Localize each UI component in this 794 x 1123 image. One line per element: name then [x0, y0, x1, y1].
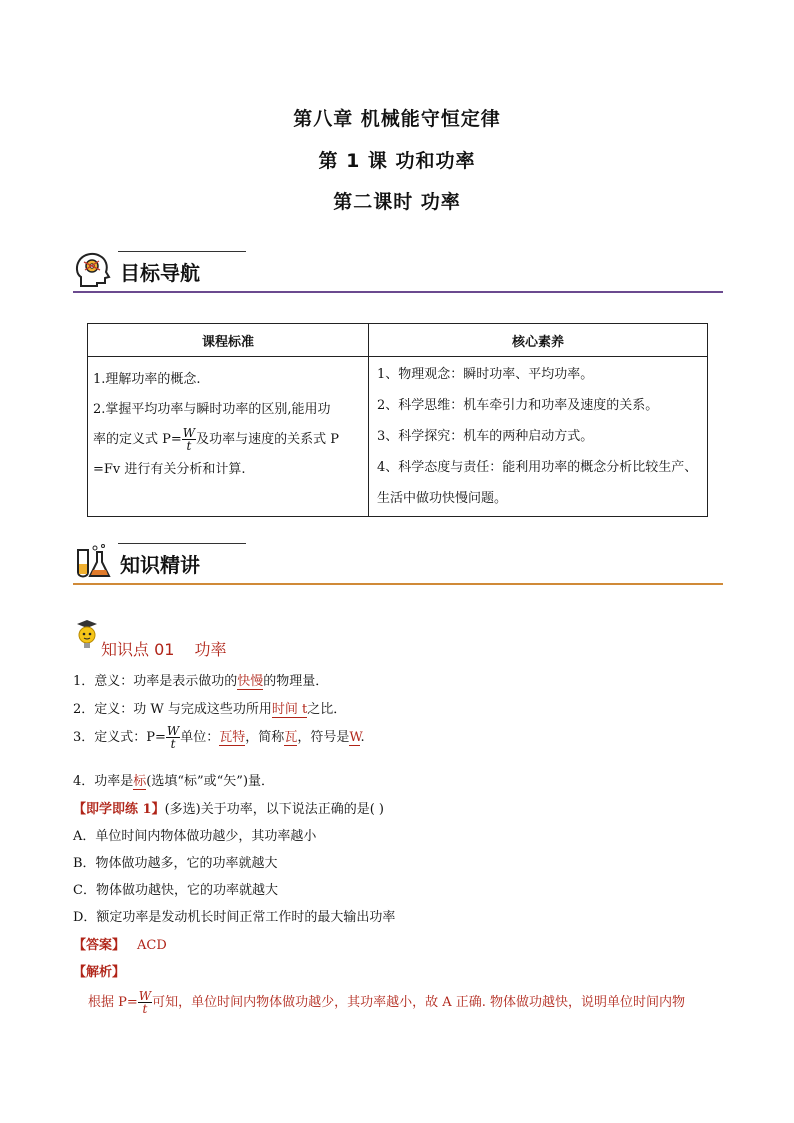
lesson-title: 第 1 课 功和功率: [318, 150, 476, 172]
question-stem: 【即学即练 1】(多选)关于功率，以下说法正确的是( ): [73, 802, 384, 817]
knowledge-point-number: 知识点 01: [101, 640, 175, 659]
literacy-item: 生活中做功快慢问题。: [377, 491, 508, 506]
section-knowledge: [73, 540, 723, 590]
section-goals: [73, 248, 723, 298]
section-bottom-rule: [73, 291, 723, 293]
analysis-tag-line: [73, 961, 125, 980]
content-line-2: 2．定义：功 W 与完成这些功所用时间 t之比．: [73, 702, 347, 717]
head-gear-icon: [73, 250, 113, 290]
knowledge-point-heading: [73, 617, 373, 657]
option-b: B．物体做功越多，它的功率就越大: [73, 856, 278, 871]
fraction: $\frac{W}{t}$: [182, 426, 196, 453]
literacy-item: 4、科学态度与责任：能利用功率的概念分析比较生产、: [377, 460, 698, 475]
analysis-text: 根据 P= $\frac{W}{t}$ 可知，单位时间内物体做功越少，其功率越小，故 A 正确. 物体做功越快，说明单位时间内物: [88, 989, 686, 1016]
literacy-item: 1、物理观念：瞬时功率、平均功率。: [377, 367, 594, 382]
chapter-title: 第八章 机械能守恒定律: [293, 108, 501, 130]
table-header-literacy: 核心素养: [369, 324, 708, 357]
flask-icon: [73, 542, 113, 582]
fraction: $\frac{W}{t}$: [138, 989, 152, 1016]
answer-tag: 【答案】: [73, 938, 126, 953]
section-bottom-rule: [73, 583, 723, 585]
fill-blank: 瓦特: [219, 730, 246, 745]
content-line-1: 1．意义：功率是表示做功的快慢的物理量．: [73, 674, 329, 689]
standards-table: [87, 323, 708, 517]
option-a: A．单位时间内物体做功越少，其功率越小: [73, 829, 317, 844]
period-title: 第二课时 功率: [333, 191, 461, 213]
section-knowledge-label: 知识精讲: [120, 553, 200, 577]
standard-item-2: 2.掌握平均功率与瞬时功率的区别,能用功: [93, 402, 331, 417]
fill-blank: 时间 t: [271, 702, 308, 717]
option-c: C．物体做功越快，它的功率就越大: [73, 883, 278, 898]
answer-line: [73, 934, 167, 953]
fraction: $\frac{W}{t}$: [166, 724, 180, 751]
fill-blank: W: [349, 730, 361, 745]
standards-cell: [88, 357, 369, 517]
standard-item-2-end: =Fv 进行有关分析和计算.: [93, 462, 246, 477]
fill-blank: 瓦: [284, 730, 298, 745]
literacy-item: 2、科学思维：机车牵引力和功率及速度的关系。: [377, 398, 659, 413]
table-header-standards: 课程标准: [88, 324, 369, 357]
content-line-3: 3．定义式：P= $\frac{W}{t}$ 单位：瓦特，简称瓦，符号是W.: [73, 724, 365, 751]
knowledge-point-title: 功率: [194, 640, 227, 659]
literacy-item: 3、科学探究：机车的两种启动方式。: [377, 429, 594, 444]
graduate-bulb-icon: [73, 617, 101, 651]
standard-item-2-formula: 率的定义式 P= $\frac{W}{t}$ 及功率与速度的关系式 P: [93, 426, 340, 453]
section-goals-label: 目标导航: [120, 261, 200, 285]
answer-value: ACD: [137, 938, 167, 953]
literacy-cell: [369, 357, 708, 517]
analysis-tag: 【解析】: [73, 965, 126, 980]
fill-blank: 标: [133, 774, 147, 789]
option-d: D．额定功率是发动机长时间正常工作时的最大输出功率: [73, 910, 396, 925]
content-line-4: 4．功率是标(选填“标”或“矢”)量．: [73, 774, 275, 789]
fill-blank: 快慢: [237, 674, 264, 689]
question-tag: 【即学即练 1】: [73, 802, 165, 817]
standard-item-1: 1.理解功率的概念.: [93, 372, 201, 387]
section-top-rule: [118, 251, 246, 252]
section-top-rule: [118, 543, 246, 544]
